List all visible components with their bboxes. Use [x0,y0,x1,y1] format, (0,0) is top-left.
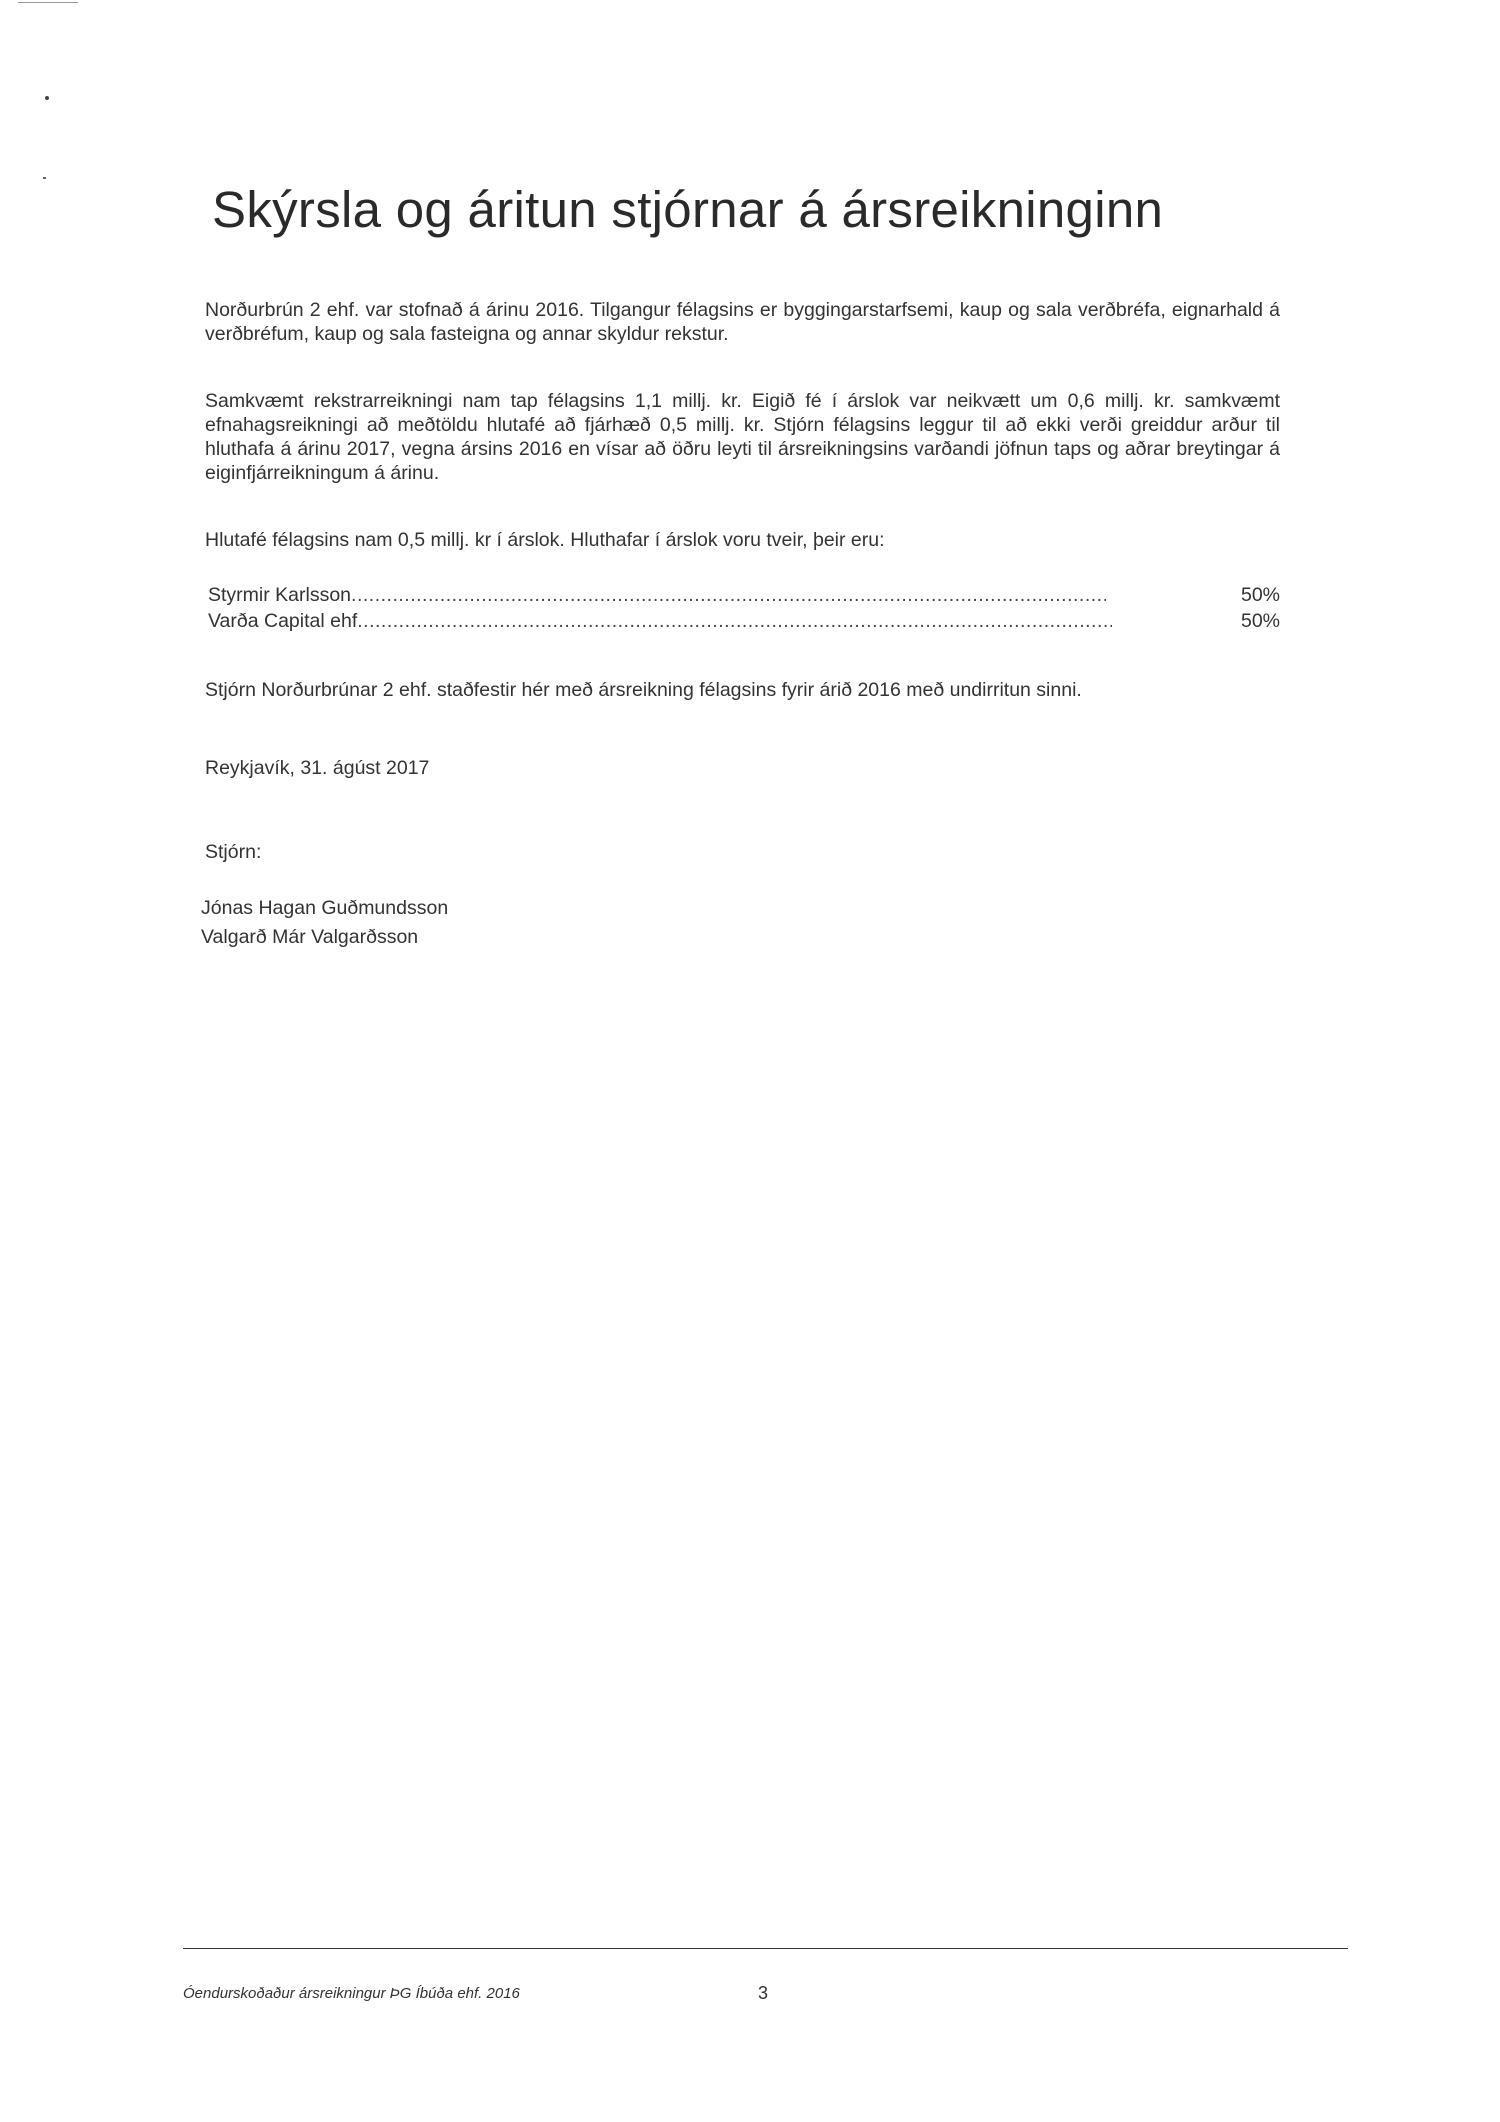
shareholder-row [208,584,1280,610]
company-purpose-paragraph: Norðurbrún 2 ehf. var stofnað á árinu 2016. Tilgangur félagsins er byggingarstarfsemi, kaup og sala verðbréfa, eignarhald á verðbréfum, kaup og sala fasteigna og annar skyldur rekstur. [205,299,1280,345]
footer-text: Óendurskoðaður ársreikningur ÞG Íbúða ehf. 2016 [183,1985,520,2002]
board-member: Jónas Hagan Guðmundsson [201,897,449,919]
shareholder-share: 50% [1240,584,1280,606]
scan-artifact-dot [43,177,46,179]
board-label: Stjórn: [205,841,262,863]
page-number: 3 [758,1983,769,2003]
dot-leader [357,610,1112,633]
board-member-list [201,894,448,952]
page-title: Skýrsla og áritun stjórnar á ársreikninginn [212,181,1164,238]
shareholder-row [208,610,1280,636]
scan-artifact-line [18,2,78,3]
shareholder-name: Varða Capital ehf [208,610,358,632]
footer-divider [183,1948,1348,1949]
shareholder-list [208,584,1280,636]
place-and-date: Reykjavík, 31. ágúst 2017 [205,757,430,779]
scan-artifact-dot [45,96,49,100]
confirmation-paragraph: Stjórn Norðurbrúnar 2 ehf. staðfestir hér með ársreikning félagsins fyrir árið 2016 með undirritun sinni. [205,679,1082,701]
share-capital-paragraph: Hlutafé félagsins nam 0,5 millj. kr í árslok. Hluthafar í árslok voru tveir, þeir eru: [205,529,885,551]
shareholder-name: Styrmir Karlsson [208,584,352,606]
board-member: Valgarð Már Valgarðsson [201,926,419,948]
financial-result-paragraph: Samkvæmt rekstrarreikningi nam tap félagsins 1,1 millj. kr. Eigið fé í árslok var neikvætt um 0,6 millj. kr. samkvæmt efnahagsreikningi að meðtöldu hlutafé að fjárhæð 0,5 millj. kr. Stjórn félagsins leggur til að ekki verði greiddur arður til hluthafa á árinu 2017, vegna ársins 2016 en vísar að öðru leyti til ársreikningsins varðandi jöfnun taps og aðrar breytingar á eiginfjárreikningum á árinu. [205,390,1280,484]
shareholder-share: 50% [1240,610,1280,632]
dot-leader [351,584,1106,607]
